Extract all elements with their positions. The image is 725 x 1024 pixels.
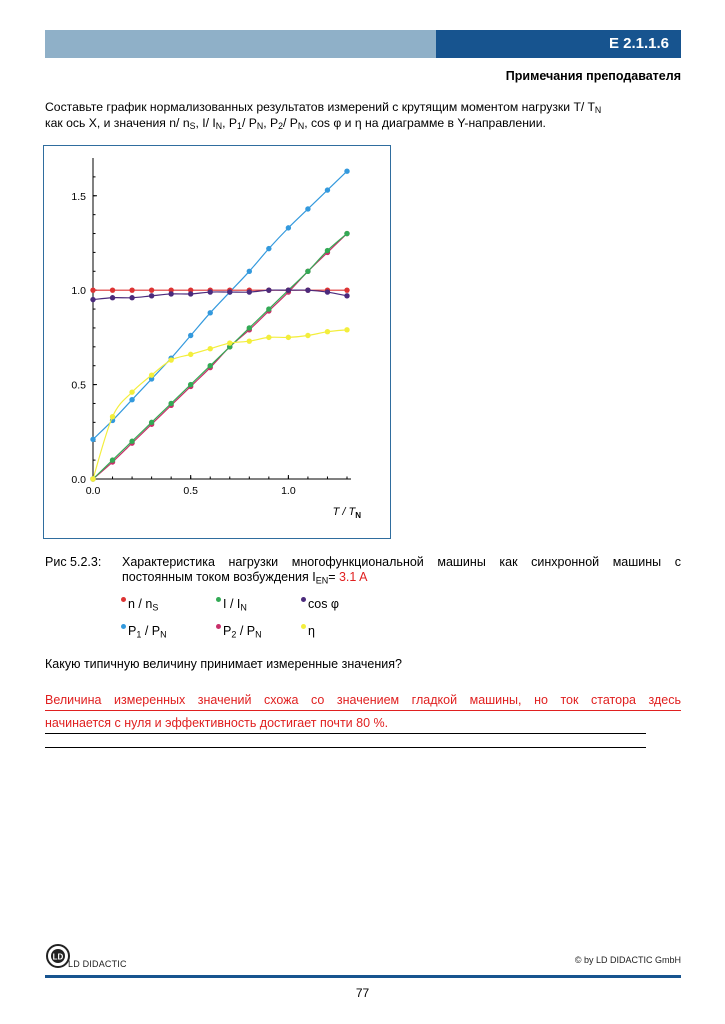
data-point-cos [344,293,349,298]
data-point-series [168,357,173,362]
legend-n-ns: n / $n_S$ [121,597,158,611]
footer-rule [45,975,681,978]
x-tick-label: 0.0 [85,485,101,497]
data-point-cos [266,287,271,292]
data-point-series [325,329,330,334]
data-point-cos [168,291,173,296]
data-point-series [286,335,291,340]
legend-dot-icon [121,624,126,629]
data-point-cos [149,293,154,298]
data-point-cos [90,297,95,302]
copyright: © by LD DIDACTIC GmbH [574,955,681,965]
x-axis-label: T / $T_N$ [332,506,361,520]
y-tick-label: 1.0 [71,285,86,298]
data-point-series [90,476,95,481]
data-point-n-ns [90,287,95,292]
data-point-i-in [149,420,154,425]
data-point-series [247,338,252,343]
legend-cos-phi: cos φ [301,597,339,611]
data-point-i-in [305,269,310,274]
data-point-i-in [129,439,134,444]
data-point-p1-pn [305,206,310,211]
x-tick-label: 0.5 [183,485,198,497]
data-point-cos [286,287,291,292]
chart-series [90,169,349,482]
data-point-p1-pn [286,225,291,230]
data-point-i-in [325,248,330,253]
load-characteristic-chart [44,146,388,536]
data-point-p1-pn [344,169,349,174]
data-point-series [208,346,213,351]
data-point-p1-pn [90,437,95,442]
data-point-i-in [168,401,173,406]
data-point-p1-pn [266,246,271,251]
y-tick-label: 0.5 [71,379,86,392]
legend-eta: η [301,624,315,638]
data-point-p1-pn [208,310,213,315]
data-point-series [344,327,349,332]
data-point-cos [208,289,213,294]
data-point-series [266,335,271,340]
data-point-cos [305,287,310,292]
document-code: E 2.1.1.6 [608,35,669,52]
data-point-i-in [110,457,115,462]
legend-dot-icon [301,624,306,629]
legend-dot-icon [301,597,306,602]
legend-dot-icon [216,597,221,602]
logo-text: LD DIDACTIC [68,959,127,969]
data-point-series [305,333,310,338]
data-point-series [149,372,154,377]
data-point-series [129,389,134,394]
data-point-series [227,340,232,345]
x-tick-label: 1.0 [281,485,296,497]
instruction-line-1: Составьте график нормализованных результатов измерений с крутящим моментом нагрузки T/ $T_N$ [45,100,602,116]
data-point-cos [247,289,252,294]
series-line-series [93,330,347,479]
data-point-cos [325,289,330,294]
legend-dot-icon [216,624,221,629]
y-tick-label: 0.0 [71,474,86,486]
svg-text:LD: LD [52,952,64,962]
section-title: Примечания преподавателя [505,69,681,83]
data-point-i-in [208,363,213,368]
legend-dot-icon [121,597,126,602]
data-point-n-ns [149,287,154,292]
data-point-n-ns [344,287,349,292]
data-point-i-in [344,231,349,236]
excitation-current-value: 3.1 A [338,570,368,584]
answer-text [45,688,681,734]
y-tick-label: 1.5 [71,190,86,203]
data-point-p1-pn [188,333,193,338]
data-point-n-ns [129,287,134,292]
data-point-p1-pn [325,187,330,192]
instruction-line-2: как ось X, и значения n/ $n_S$, I/ $I_N$, $P_1/$ $P_N$, $P_2/$ $P_N$, cos φ и η на диаграмме в Y-направлении. [45,116,546,132]
legend-i-in: I / $I_N$ [216,597,247,611]
answer-blank-line [45,747,646,748]
data-point-i-in [188,382,193,387]
data-point-cos [227,289,232,294]
data-point-cos [110,295,115,300]
data-point-cos [188,291,193,296]
page-number: 77 [355,986,370,1000]
data-point-i-in [247,325,252,330]
answer-line-2: начинается с нуля и эффективность достигает почти 80 %. [45,711,646,734]
data-point-p1-pn [129,397,134,402]
data-point-cos [129,295,134,300]
data-point-i-in [266,306,271,311]
question-text: Какую типичную величину принимает измеренные значения? [45,657,402,671]
header-bar [45,30,436,58]
figure-caption: Характеристика нагрузки многофункциональной машины как синхронной машины с постоянным током возбуждения $I_{EN}= 3.1$ A [122,555,681,586]
legend-p1-pn: $P_1 / P_N$ [121,624,167,638]
data-point-series [188,352,193,357]
figure-label: Рис 5.2.3: [45,555,102,569]
data-point-p1-pn [247,269,252,274]
answer-line-1: Величина измеренных значений схожа со значением гладкой машины, но ток статора здесь [45,688,681,711]
data-point-n-ns [110,287,115,292]
legend-p2-pn: $P_2 / P_N$ [216,624,262,638]
data-point-series [110,414,115,419]
instruction-text [45,99,681,131]
